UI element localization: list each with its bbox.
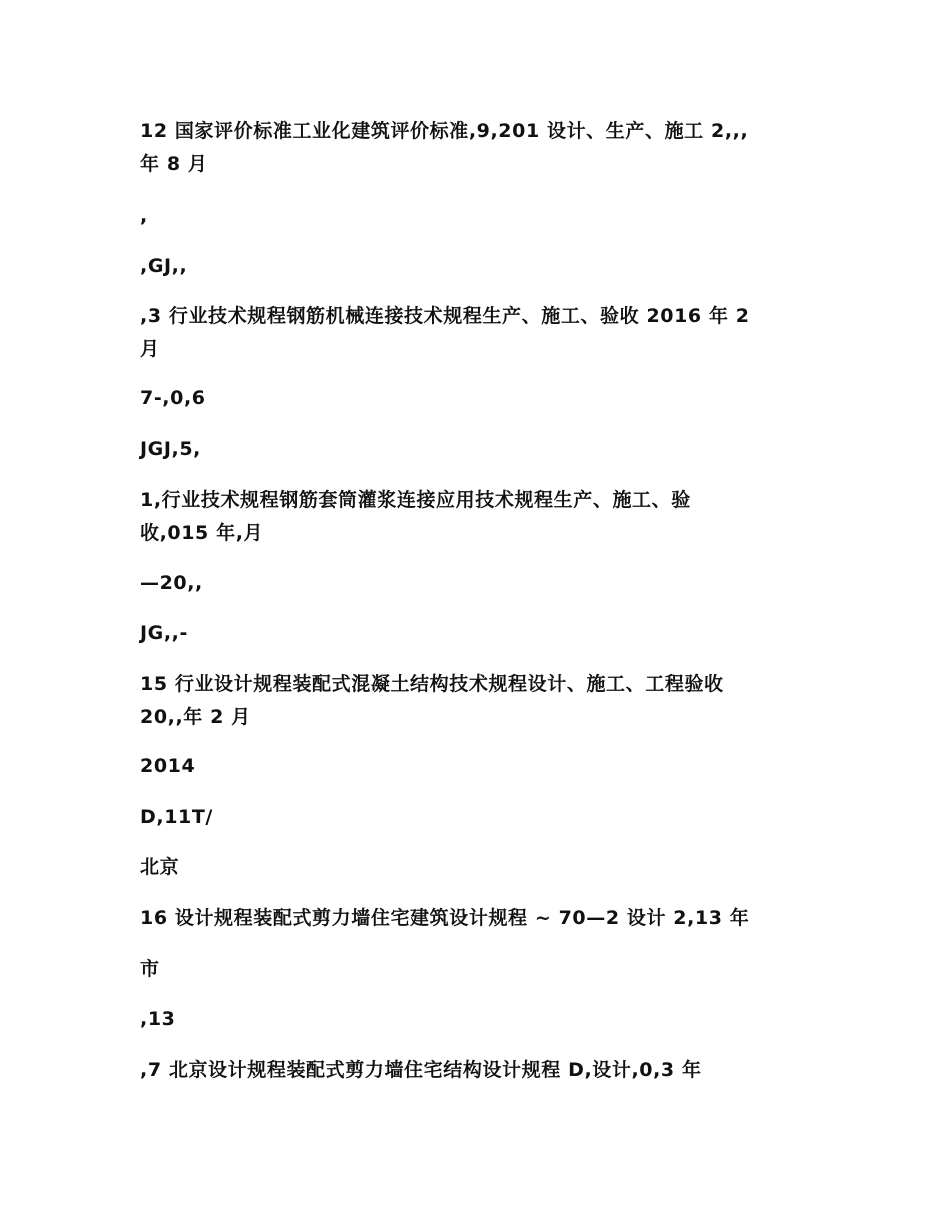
text-line: ,13 [140, 1008, 176, 1030]
text-line: JG,,- [140, 622, 188, 644]
text-line: JGJ,5, [140, 438, 201, 460]
text-line: 7-,0,6 [140, 387, 206, 409]
text-line: 北京 [140, 856, 180, 878]
text-line: ,7 北京设计规程装配式剪力墙住宅结构设计规程 D,设计,0,3 年 [140, 1059, 702, 1081]
text-line: 1,行业技术规程钢筋套筒灌浆连接应用技术规程生产、施工、验 收,015 年,月 [140, 489, 691, 544]
text-line: 市 [140, 958, 160, 980]
text-line: 12 国家评价标准工业化建筑评价标准,9,201 设计、生产、施工 2,,, 年 8 月 [140, 120, 749, 175]
text-line: —20,, [140, 572, 203, 594]
text-line: ,3 行业技术规程钢筋机械连接技术规程生产、施工、验收 2016 年 2 月 [140, 305, 750, 360]
text-line: , [140, 205, 148, 227]
text-line: 15 行业设计规程装配式混凝土结构技术规程设计、施工、工程验收 20,,年 2 月 [140, 673, 724, 728]
text-line: 16 设计规程装配式剪力墙住宅建筑设计规程 ~ 70—2 设计 2,13 年 [140, 907, 750, 929]
text-line: ,GJ,, [140, 255, 188, 277]
text-line: 2014 [140, 755, 196, 777]
text-line: D,11T/ [140, 806, 213, 828]
